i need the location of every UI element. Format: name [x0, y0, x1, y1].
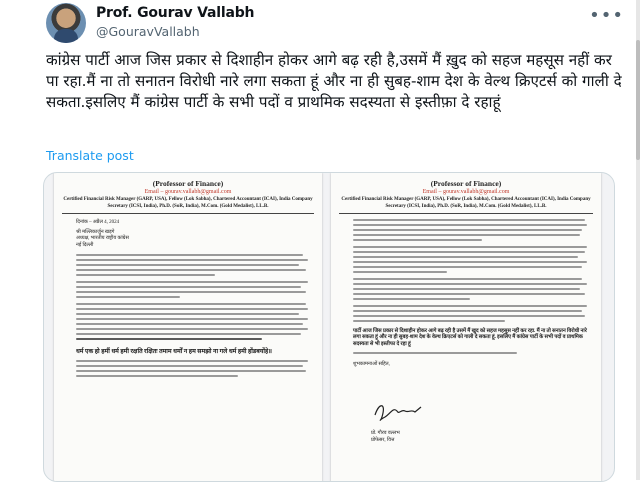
- letter-closing: शुभकामनाओं सहित,: [353, 362, 390, 368]
- letter-divider: [339, 213, 593, 214]
- letter-body-paragraph: [76, 281, 308, 298]
- letter-divider: [62, 213, 314, 214]
- translate-post-link[interactable]: Translate post: [46, 148, 134, 163]
- letter-body-paragraph: [353, 219, 587, 241]
- letter-body-paragraph: [76, 303, 308, 340]
- letter-date: दिनांक – अप्रैल 4, 2024: [76, 220, 120, 225]
- letter-email: Email – gourav.vallabh@gmail.com: [144, 189, 232, 195]
- letter-body-paragraph: [353, 246, 587, 273]
- letter-body-paragraph: [353, 305, 587, 322]
- author-handle[interactable]: @GouravVallabh: [96, 24, 200, 39]
- signature: [371, 401, 431, 423]
- letter-highlight: पार्टी आज जिस प्रकार से दिशाहीन होकर आगे बढ़ रही है उसमें मैं खुद को सहज महसूस नहीं कर रहा. मैं ना तो सनातन विरोधी नारे लगा सकता हूं और ना ही सुबह-शाम देश के वेल्थ क्रिएटर्स को गाली दे सकता हूं. इसलिए मैं कांग्रेस पार्टी के सभी पदों व प्राथमिक सदस्यता से भी इस्तीफा दे रहा हूं: [353, 328, 587, 347]
- scrollbar-thumb[interactable]: [636, 40, 640, 160]
- letter-bold-heading: धर्म एक हो हमीं धर्म हमी रक्षति रक्षितः तमाम धर्मों न हम समझो ना गले धर्म हमी होंडबयोंहे॥: [76, 348, 272, 355]
- letter-title: (Professor of Finance): [430, 179, 502, 188]
- recipient-line: अध्यक्ष, भारतीय राष्ट्रीय कांग्रेस: [76, 236, 129, 241]
- letter-body-paragraph: [353, 352, 587, 354]
- post-header: [46, 3, 640, 43]
- letter-body-paragraph: [76, 254, 308, 276]
- recipient-line: श्री मल्लिकार्जुन खड़गे: [76, 229, 115, 235]
- letter-recipient: [76, 230, 322, 250]
- author-name[interactable]: Prof. Gourav Vallabh: [96, 5, 255, 21]
- letter-credentials: Certified Financial Risk Manager (GARP, USA), Fellow (Lok Sabha), Chartered Accountant (ICAI), India Company Secretary (ICSI, India), Ph.D. (SoR, India), M.Com. (Gold Medalist), LL.B.: [341, 197, 591, 209]
- signer-name: प्रो. गौरव वल्लभ: [371, 431, 400, 436]
- letter-credentials: Certified Financial Risk Manager (GARP, USA), Fellow (Lok Sabha), Chartered Accountant (ICAI), India Company Secretary (ICSI, India), Ph.D. (SoR, India), M.Com. (Gold Medalist), LL.B.: [63, 197, 313, 209]
- recipient-line: नई दिल्ली: [76, 242, 94, 248]
- letter-page-left[interactable]: [54, 173, 322, 482]
- signer-block: [371, 431, 400, 444]
- letter-email: Email – gourav.vallabh@gmail.com: [422, 189, 510, 195]
- letter-page-right[interactable]: [331, 173, 601, 482]
- letter-body-paragraph: [76, 360, 308, 377]
- post-media[interactable]: [43, 172, 615, 482]
- signer-title: प्रोफेसर, वित्त: [371, 437, 395, 443]
- letter-title: (Professor of Finance): [152, 179, 224, 188]
- author-avatar[interactable]: [46, 3, 86, 43]
- more-horizontal-icon[interactable]: •••: [589, 5, 624, 26]
- post-text: कांग्रेस पार्टी आज जिस प्रकार से दिशाहीन होकर आगे बढ़ रही है,उसमें मैं ख़ुद को सहज महसूस नहीं कर पा रहा.मैं ना तो सनातन विरोधी नारे लगा सकता हूं और ना ही सुबह-शाम देश के वेल्थ क्रिएटर्स को गाली दे सकता.इसलिए मैं कांग्रेस पार्टी के सभी पदों व प्राथमिक सदस्यता से इस्तीफ़ा दे रहाहूं: [46, 51, 622, 111]
- letter-body-paragraph: [353, 278, 587, 300]
